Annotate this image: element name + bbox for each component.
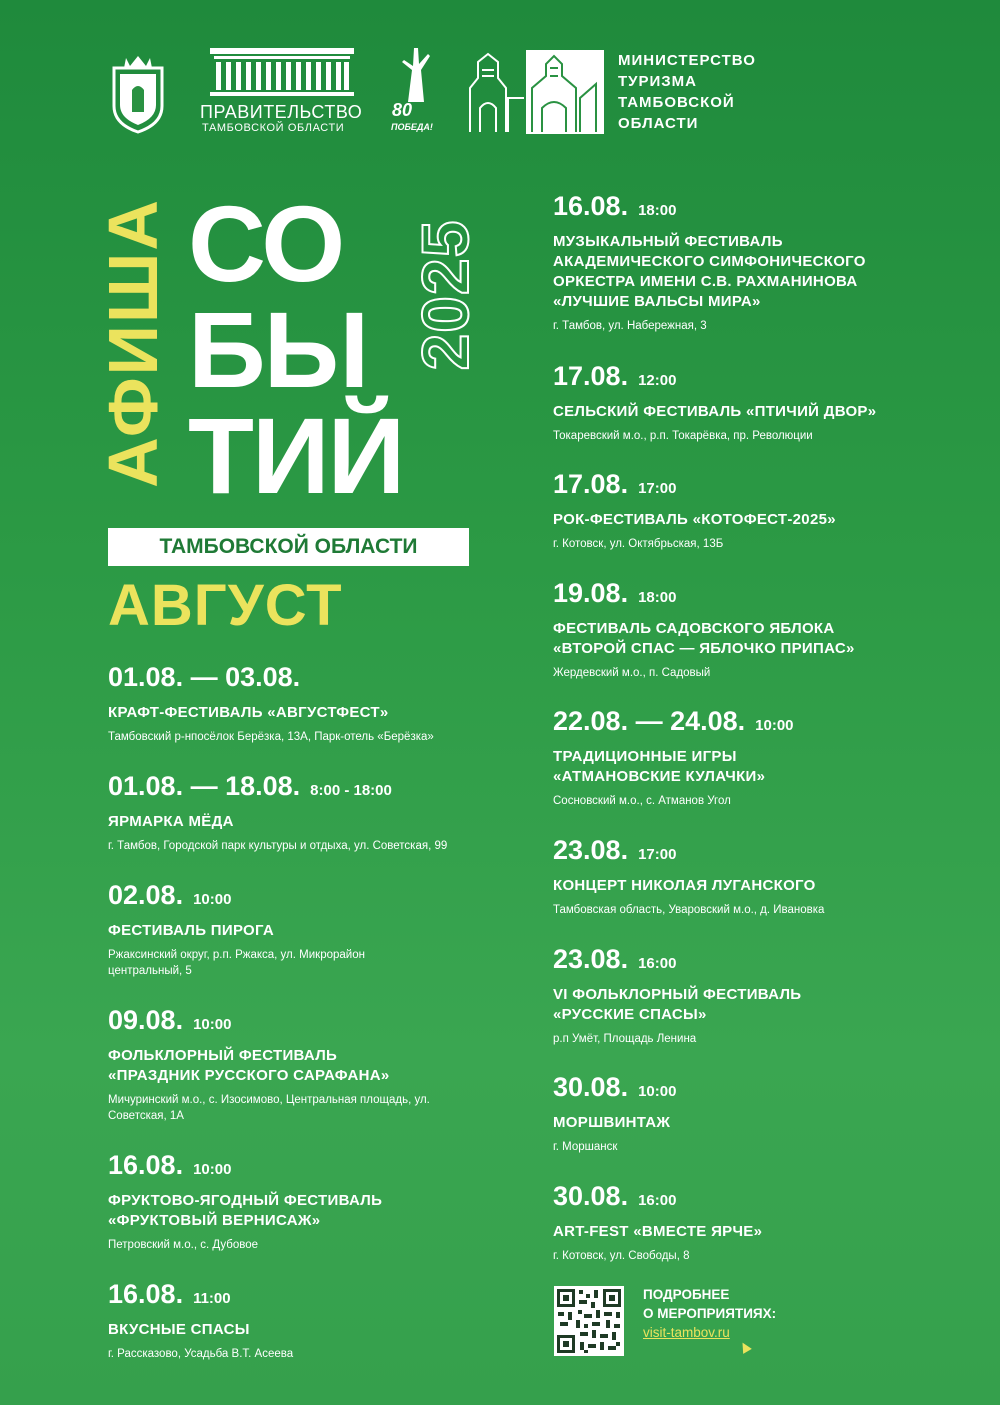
more-info-label (643, 1285, 776, 1323)
government-building-icon (208, 44, 356, 100)
event-date: 17.08. (553, 361, 629, 391)
region-banner: ТАМБОВСКОЙ ОБЛАСТИ (108, 528, 469, 566)
event-time: 10:00 (193, 1016, 232, 1033)
event-time: 17:00 (638, 846, 677, 863)
event-right-8 (553, 1072, 953, 1155)
coat-of-arms-icon (106, 50, 170, 134)
motherland-statue-icon (394, 44, 438, 106)
event-time: 12:00 (638, 372, 677, 389)
event-place: г. Моршанск (553, 1141, 618, 1153)
event-name: ФЕСТИВАЛЬ САДОВСКОГО ЯБЛОКА «ВТОРОЙ СПАС — ЯБЛОЧКО ПРИПАС» (553, 620, 855, 657)
event-place: Петровский м.о., с. Дубовое (108, 1239, 259, 1251)
month-title: АВГУСТ (108, 573, 343, 638)
event-place: Тамбовский р-нпосёлок Берёзка, 13А, Парк-отель «Берёзка» (108, 731, 434, 743)
event-right-2 (553, 361, 953, 444)
gov-subtitle: ТАМБОВСКОЙ ОБЛАСТИ (202, 122, 345, 134)
event-date: 19.08. (553, 578, 629, 608)
event-time: 10:00 (193, 1161, 232, 1178)
event-time: 10:00 (193, 891, 232, 908)
event-right-6 (553, 835, 953, 918)
ministry-line-2: ТУРИЗМА (618, 73, 698, 90)
event-name: ФРУКТОВО-ЯГОДНЫЙ ФЕСТИВАЛЬ «ФРУКТОВЫЙ ВЕРНИСАЖ» (108, 1192, 383, 1229)
event-date: 22.08. — 24.08. (553, 706, 746, 736)
event-name: МОРШВИНТАЖ (553, 1114, 671, 1131)
afisha-vertical-title: АФИША (94, 198, 172, 488)
event-right-4 (553, 578, 883, 681)
event-name: ТРАДИЦИОННЫЕ ИГРЫ «АТМАНОВСКИЕ КУЛАЧКИ» (553, 748, 766, 785)
title-line-1: СО (188, 183, 344, 304)
event-place: г. Котовск, ул. Октябрьская, 13Б (553, 538, 724, 550)
event-place: Тамбовская область, Уваровский м.о., д. Ивановка (553, 904, 825, 916)
more-info-line-1: ПОДРОБНЕЕ (643, 1287, 730, 1302)
ministry-line-4: ОБЛАСТИ (618, 115, 699, 132)
event-date: 23.08. (553, 944, 629, 974)
event-place: р.п Умёт, Площадь Ленина (553, 1033, 697, 1045)
event-date: 01.08. — 18.08. (108, 771, 301, 801)
event-date: 16.08. (553, 191, 629, 221)
event-right-7 (553, 944, 843, 1047)
event-time: 18:00 (638, 589, 677, 606)
event-name: МУЗЫКАЛЬНЫЙ ФЕСТИВАЛЬ АКАДЕМИЧЕСКОГО СИМФОНИЧЕСКОГО ОРКЕСТРА ИМЕНИ С.В. РАХМАНИНОВА «ЛУЧШИЕ ВАЛЬСЫ МИРА» (553, 233, 866, 310)
event-place: г. Тамбов, Городской парк культуры и отдыха, ул. Советская, 99 (108, 840, 448, 852)
title-line-2: БЫ (188, 289, 368, 410)
event-right-1 (553, 191, 888, 334)
event-left-6 (108, 1279, 508, 1362)
event-place: г. Тамбов, ул. Набережная, 3 (553, 320, 707, 332)
ministry-line-1: МИНИСТЕРСТВО (618, 52, 756, 69)
event-date: 23.08. (553, 835, 629, 865)
event-name: ФОЛЬКЛОРНЫЙ ФЕСТИВАЛЬ «ПРАЗДНИК РУССКОГО САРАФАНА» (108, 1047, 390, 1084)
event-place: Жердевский м.о., п. Садовый (553, 667, 711, 679)
event-time: 18:00 (638, 202, 677, 219)
event-right-9 (553, 1181, 953, 1264)
event-place: г. Котовск, ул. Свободы, 8 (553, 1250, 690, 1262)
ministry-line-3: ТАМБОВСКОЙ (618, 94, 735, 111)
event-name: ФЕСТИВАЛЬ ПИРОГА (108, 922, 275, 939)
event-name: ВКУСНЫЕ СПАСЫ (108, 1321, 250, 1338)
event-time: 16:00 (638, 955, 677, 972)
title-line-3: ТИЙ (188, 395, 404, 516)
event-place: Мичуринский м.о., с. Изосимово, Центральная площадь, ул. Советская, 1А (108, 1094, 430, 1122)
event-date: 16.08. (108, 1279, 184, 1309)
cursor-icon (738, 1340, 752, 1354)
event-name: КОНЦЕРТ НИКОЛАЯ ЛУГАНСКОГО (553, 877, 816, 894)
event-time: 10:00 (755, 717, 794, 734)
event-left-4 (108, 1005, 468, 1124)
event-name: РОК-ФЕСТИВАЛЬ «КОТОФЕСТ-2025» (553, 511, 836, 528)
victory-number: 80 (392, 100, 413, 120)
event-right-3 (553, 469, 953, 552)
event-date: 30.08. (553, 1072, 629, 1102)
event-date: 02.08. (108, 880, 184, 910)
event-left-3 (108, 880, 428, 979)
event-time: 10:00 (638, 1083, 677, 1100)
event-place: г. Рассказово, Усадьба В.Т. Асеева (108, 1348, 294, 1360)
event-time: 16:00 (638, 1192, 677, 1209)
event-place: Токаревский м.о., р.п. Токарёвка, пр. Революции (553, 430, 813, 442)
event-time: 11:00 (193, 1290, 231, 1307)
event-date: 17.08. (553, 469, 629, 499)
event-name: ЯРМАРКА МЁДА (108, 813, 234, 830)
event-name: ART-FEST «ВМЕСТЕ ЯРЧЕ» (553, 1223, 763, 1240)
ministry-architecture-icon (466, 48, 604, 134)
event-left-5 (108, 1150, 408, 1253)
event-name: КРАФТ-ФЕСТИВАЛЬ «АВГУСТФЕСТ» (108, 704, 389, 721)
event-date: 16.08. (108, 1150, 184, 1180)
qr-code-icon[interactable] (554, 1286, 624, 1356)
more-info-line-2: О МЕРОПРИЯТИЯХ: (643, 1306, 777, 1321)
event-name: СЕЛЬСКИЙ ФЕСТИВАЛЬ «ПТИЧИЙ ДВОР» (553, 403, 877, 420)
event-place: Сосновский м.о., с. Атманов Угол (553, 795, 731, 807)
website-link[interactable]: visit-tambov.ru (643, 1325, 730, 1340)
event-right-5 (553, 706, 813, 809)
victory-text: ПОБЕДА! (391, 122, 433, 132)
event-date: 01.08. — 03.08. (108, 662, 301, 692)
year-vertical: 2025 (408, 219, 482, 371)
event-date: 30.08. (553, 1181, 629, 1211)
gov-title: ПРАВИТЕЛЬСТВО (200, 102, 363, 122)
event-date: 09.08. (108, 1005, 184, 1035)
event-left-1 (108, 662, 508, 745)
event-left-2 (108, 771, 508, 854)
event-time: 17:00 (638, 480, 677, 497)
event-name: VI ФОЛЬКЛОРНЫЙ ФЕСТИВАЛЬ «РУССКИЕ СПАСЫ» (553, 986, 802, 1023)
event-time: 8:00 - 18:00 (310, 782, 392, 799)
event-place: Ржаксинский округ, р.п. Ржакса, ул. Микрорайон центральный, 5 (108, 949, 365, 977)
